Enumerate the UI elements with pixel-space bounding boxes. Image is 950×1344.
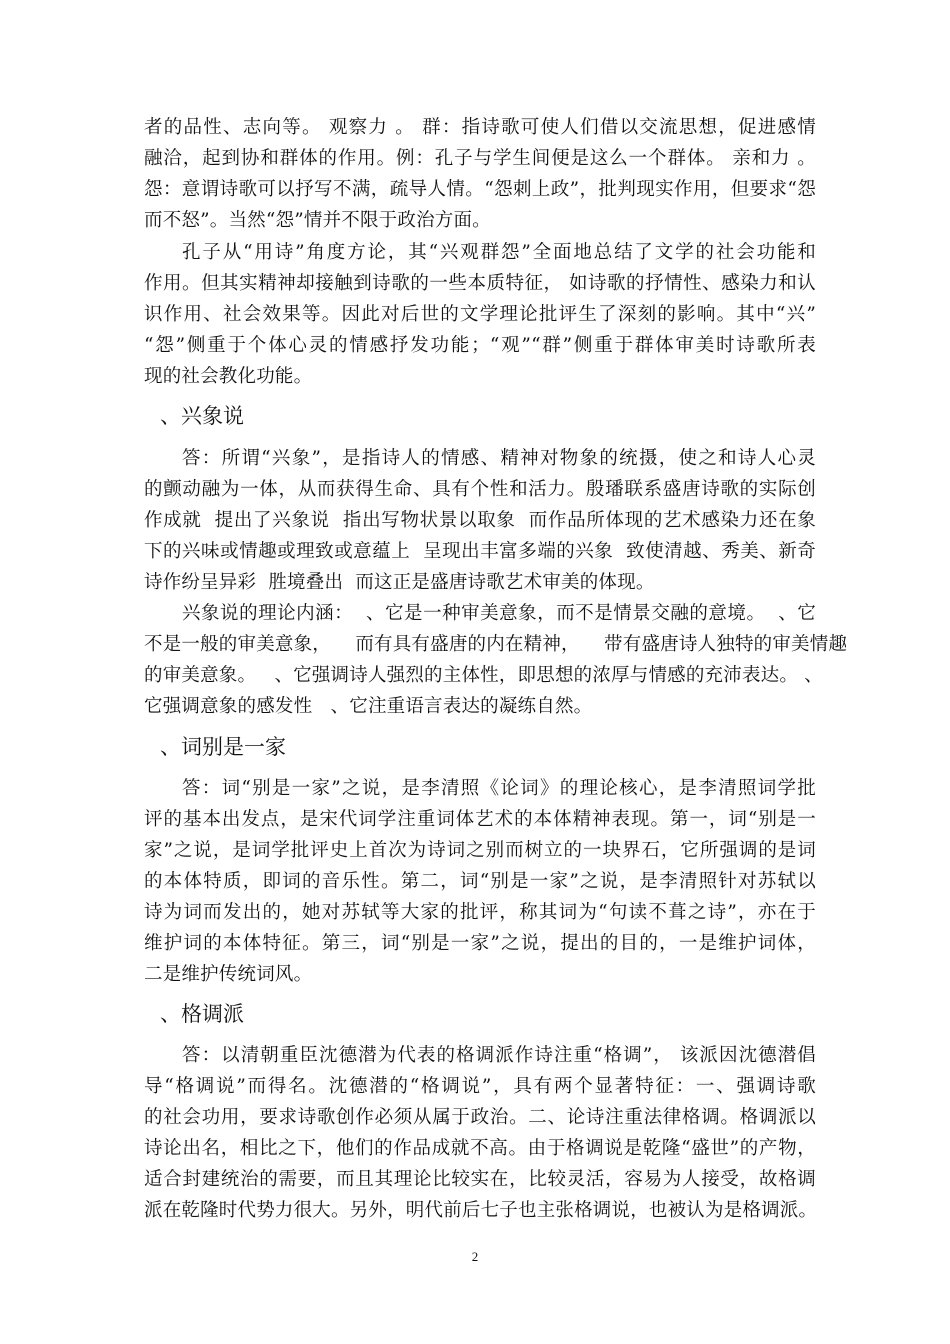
- paragraph-line: 的审美意象。 、它强调诗人强烈的主体性，即思想的浓厚与情感的充沛表达。 、: [144, 665, 823, 686]
- paragraph-line: 维护词的本体特征。第三，词“别是一家”之说，提出的目的，一是维护词体，: [144, 933, 816, 954]
- paragraph-line: 识作用、社会效果等。因此对后世的文学理论批评生了深刻的影响。其中“兴”: [144, 304, 816, 325]
- section-heading: 、词别是一家: [160, 735, 286, 759]
- paragraph-line: 不是一般的审美意象， 而有具有盛唐的内在精神， 带有盛唐诗人独特的审美情趣: [144, 634, 848, 655]
- section-heading: 、格调派: [160, 1002, 244, 1026]
- paragraph-line: 派在乾隆时代势力很大。另外，明代前后七子也主张格调说，也被认为是格调派。: [144, 1200, 818, 1221]
- paragraph-line: 兴象说的理论内涵： 、它是一种审美意象，而不是情景交融的意境。 、它: [182, 603, 816, 624]
- paragraph-line: 而不怒”。当然“怨”情并不限于政治方面。: [144, 210, 491, 231]
- paragraph-line: 导“格调说”而得名。沈德潜的“格调说”，具有两个显著特征：一、强调诗歌: [144, 1076, 816, 1097]
- paragraph-line: 的社会功用，要求诗歌创作必须从属于政治。二、论诗注重法律格调。格调派以: [144, 1107, 816, 1128]
- paragraph-line: 下的兴味或情趣或理致或意蕴上 呈现出丰富多端的兴象 致使清越、秀美、新奇: [144, 541, 816, 562]
- paragraph-line: 二是维护传统词风。: [144, 964, 313, 985]
- paragraph-line: 答：所谓“兴象”，是指诗人的情感、精神对物象的统摄，使之和诗人心灵: [182, 448, 816, 469]
- paragraph-line: 孔子从“用诗”角度方论，其“兴观群怨”全面地总结了文学的社会功能和: [182, 242, 816, 263]
- paragraph-line: 诗论出名，相比之下，他们的作品成就不高。由于格调说是乾隆“盛世”的产物，: [144, 1138, 816, 1159]
- paragraph-line: 答：词“别是一家”之说，是李清照《论词》的理论核心，是李清照词学批: [182, 778, 816, 799]
- page-number: 2: [471, 1249, 479, 1264]
- paragraph-line: 的颤动融为一体，从而获得生命、具有个性和活力。殷璠联系盛唐诗歌的实际创: [144, 479, 816, 500]
- paragraph-line: 诗为词而发出的，她对苏轼等大家的批评，称其词为“句读不葺之诗”，亦在于: [144, 902, 816, 923]
- paragraph-line: 适合封建统治的需要，而且其理论比较实在，比较灵活，容易为人接受，故格调: [144, 1169, 816, 1190]
- paragraph-line: 作成就 提出了兴象说 指出写物状景以取象 而作品所体现的艺术感染力还在象: [144, 510, 816, 531]
- paragraph-line: 者的品性、志向等。 观察力 。 群：指诗歌可使人们借以交流思想，促进感情: [144, 117, 816, 138]
- paragraph-line: 的本体特质，即词的音乐性。第二，词“别是一家”之说，是李清照针对苏轼以: [144, 871, 816, 892]
- paragraph-line: 融洽，起到协和群体的作用。例：孔子与学生间便是这么一个群体。 亲和力 。: [144, 148, 816, 169]
- paragraph-line: 答：以清朝重臣沈德潜为代表的格调派作诗注重“格调”， 该派因沈德潜倡: [182, 1045, 816, 1066]
- paragraph-line: “怨”侧重于个体心灵的情感抒发功能；“观”“群”侧重于群体审美时诗歌所表: [144, 335, 816, 356]
- paragraph-line: 诗作纷呈异彩 胜境叠出 而这正是盛唐诗歌艺术审美的体现。: [144, 572, 655, 593]
- paragraph-line: 它强调意象的感发性 、它注重语言表达的凝练自然。: [144, 696, 593, 717]
- paragraph-line: 家”之说，是词学批评史上首次为诗词之别而树立的一块界石，它所强调的是词: [144, 840, 816, 861]
- paragraph-line: 评的基本出发点，是宋代词学注重词体艺术的本体精神表现。第一，词“别是一: [144, 809, 816, 830]
- paragraph-line: 作用。但其实精神却接触到诗歌的一些本质特征， 如诗歌的抒情性、感染力和认: [144, 273, 816, 294]
- section-heading: 、兴象说: [160, 404, 244, 428]
- paragraph-line: 现的社会教化功能。: [144, 366, 313, 387]
- paragraph-line: 怨：意谓诗歌可以抒写不满，疏导人情。“怨刺上政”，批判现实作用，但要求“怨: [144, 179, 816, 200]
